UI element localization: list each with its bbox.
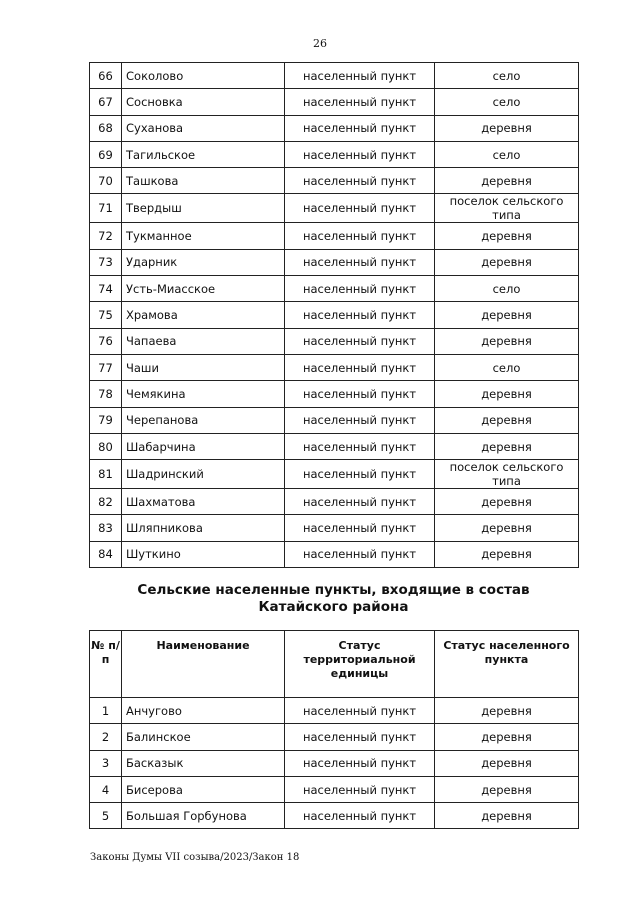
page-number: 26 [313,37,327,50]
row-number: 1 [90,698,122,724]
territorial-unit-status: населенный пункт [285,489,435,515]
territorial-unit-status: населенный пункт [285,328,435,354]
table-row [90,724,579,750]
footer-document-reference: Законы Думы VII созыва/2023/Закон 18 [90,852,300,863]
territorial-unit-status: населенный пункт [285,63,435,89]
table-header-row [90,631,579,698]
settlement-status: деревня [435,776,579,802]
settlement-name: Чапаева [122,328,285,354]
settlement-status: село [435,276,579,302]
row-number: 5 [90,803,122,829]
table-row [90,63,579,89]
settlements-table-continued [89,62,579,568]
table-row [90,776,579,802]
table-row [90,223,579,249]
settlement-status: деревня [435,249,579,275]
table-row [90,115,579,141]
settlement-status: поселок сельского типа [435,194,579,223]
settlement-name: Черепанова [122,407,285,433]
header-name: Наименование [122,631,285,698]
settlement-name: Анчугово [122,698,285,724]
table-row [90,433,579,459]
header-settlement-status: Статус населенного пункта [435,631,579,698]
table-row [90,194,579,223]
settlement-status: поселок сельского типа [435,460,579,489]
table-row [90,141,579,167]
table-row [90,354,579,380]
settlement-name: Сосновка [122,89,285,115]
territorial-unit-status: населенный пункт [285,515,435,541]
settlement-status: село [435,141,579,167]
territorial-unit-status: населенный пункт [285,302,435,328]
row-number: 74 [90,276,122,302]
settlement-status: деревня [435,381,579,407]
table-row [90,249,579,275]
table-row [90,168,579,194]
table-row [90,407,579,433]
row-number: 67 [90,89,122,115]
row-number: 76 [90,328,122,354]
settlement-status: деревня [435,698,579,724]
territorial-unit-status: населенный пункт [285,223,435,249]
settlement-name: Ташкова [122,168,285,194]
settlement-name: Тукманное [122,223,285,249]
table-row [90,302,579,328]
table-row [90,750,579,776]
territorial-unit-status: населенный пункт [285,89,435,115]
territorial-unit-status: населенный пункт [285,460,435,489]
settlement-status: деревня [435,515,579,541]
settlement-status: село [435,89,579,115]
settlement-name: Соколово [122,63,285,89]
row-number: 78 [90,381,122,407]
settlement-name: Ударник [122,249,285,275]
settlement-status: деревня [435,489,579,515]
settlement-name: Чаши [122,354,285,380]
row-number: 82 [90,489,122,515]
settlement-status: деревня [435,750,579,776]
row-number: 79 [90,407,122,433]
territorial-unit-status: населенный пункт [285,168,435,194]
settlement-name: Шадринский [122,460,285,489]
territorial-unit-status: населенный пункт [285,276,435,302]
territorial-unit-status: населенный пункт [285,115,435,141]
table-row [90,381,579,407]
settlement-name: Твердыш [122,194,285,223]
katay-settlements-table [89,630,579,829]
territorial-unit-status: населенный пункт [285,698,435,724]
settlement-name: Суханова [122,115,285,141]
table-row [90,276,579,302]
settlement-name: Шабарчина [122,433,285,459]
settlement-name: Басказык [122,750,285,776]
row-number: 2 [90,724,122,750]
row-number: 75 [90,302,122,328]
table-row [90,328,579,354]
settlement-status: село [435,354,579,380]
row-number: 73 [90,249,122,275]
settlement-status: деревня [435,168,579,194]
territorial-unit-status: населенный пункт [285,354,435,380]
settlement-name: Тагильское [122,141,285,167]
table-row [90,489,579,515]
settlement-name: Усть-Миасское [122,276,285,302]
territorial-unit-status: населенный пункт [285,541,435,567]
territorial-unit-status: населенный пункт [285,433,435,459]
territorial-unit-status: населенный пункт [285,750,435,776]
settlement-status: деревня [435,407,579,433]
settlement-status: деревня [435,803,579,829]
settlement-status: деревня [435,433,579,459]
row-number: 72 [90,223,122,249]
territorial-unit-status: населенный пункт [285,724,435,750]
settlement-status: деревня [435,302,579,328]
territorial-unit-status: населенный пункт [285,803,435,829]
table-row [90,460,579,489]
row-number: 80 [90,433,122,459]
row-number: 3 [90,750,122,776]
territorial-unit-status: населенный пункт [285,141,435,167]
settlement-status: деревня [435,223,579,249]
settlement-name: Бисерова [122,776,285,802]
section-heading [89,582,578,616]
table-row [90,803,579,829]
settlement-name: Чемякина [122,381,285,407]
row-number: 81 [90,460,122,489]
settlement-name: Шляпникова [122,515,285,541]
settlement-name: Шуткино [122,541,285,567]
territorial-unit-status: населенный пункт [285,381,435,407]
settlement-status: деревня [435,328,579,354]
row-number: 84 [90,541,122,567]
row-number: 83 [90,515,122,541]
section-heading-line-2: Катайского района [258,599,409,615]
settlement-status: деревня [435,724,579,750]
table-row [90,541,579,567]
row-number: 70 [90,168,122,194]
settlement-name: Балинское [122,724,285,750]
settlement-status: деревня [435,115,579,141]
row-number: 77 [90,354,122,380]
settlement-name: Храмова [122,302,285,328]
row-number: 69 [90,141,122,167]
row-number: 66 [90,63,122,89]
settlement-status: село [435,63,579,89]
territorial-unit-status: населенный пункт [285,194,435,223]
settlement-name: Шахматова [122,489,285,515]
header-territorial-status: Статус территориальной единицы [285,631,435,698]
territorial-unit-status: населенный пункт [285,407,435,433]
header-num: № п/п [90,631,122,698]
table-row [90,515,579,541]
territorial-unit-status: населенный пункт [285,249,435,275]
table-row [90,89,579,115]
row-number: 71 [90,194,122,223]
section-heading-line-1: Сельские населенные пункты, входящие в состав [137,582,530,598]
settlement-status: деревня [435,541,579,567]
settlement-name: Большая Горбунова [122,803,285,829]
row-number: 4 [90,776,122,802]
territorial-unit-status: населенный пункт [285,776,435,802]
row-number: 68 [90,115,122,141]
table-row [90,698,579,724]
